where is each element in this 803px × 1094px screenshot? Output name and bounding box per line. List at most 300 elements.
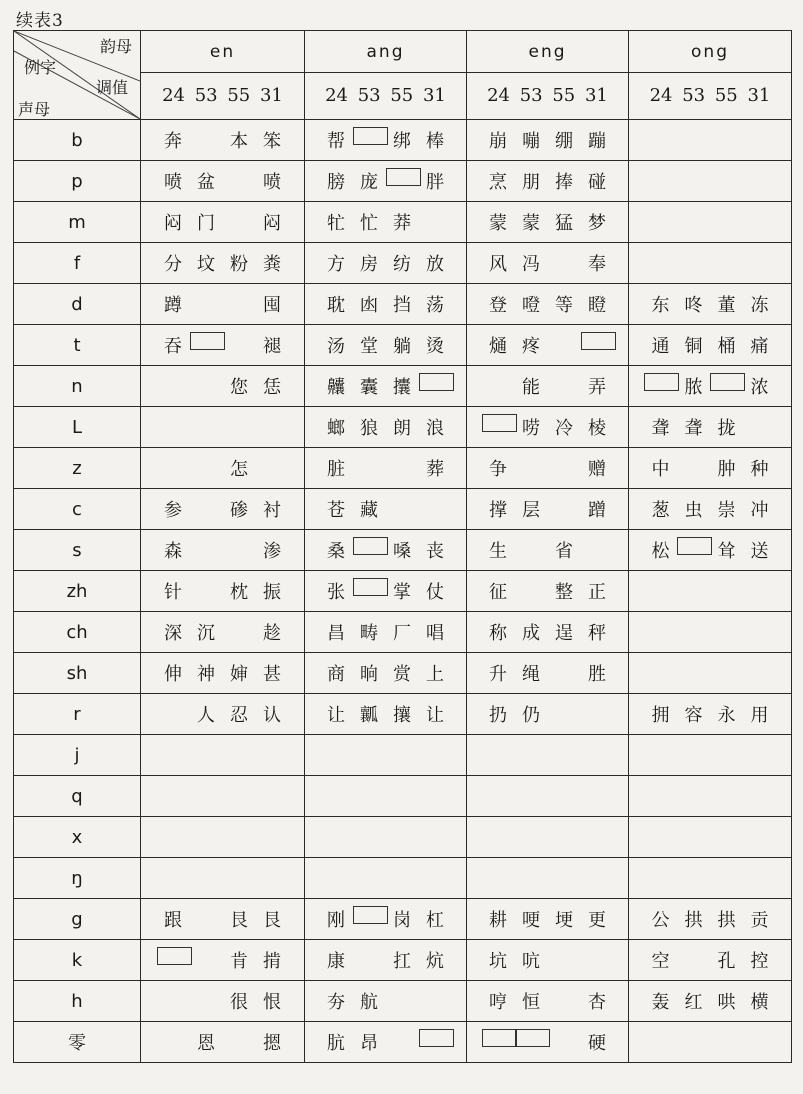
example-character: 囊 <box>360 377 378 398</box>
example-character: 蒙 <box>489 213 507 234</box>
example-character: 蒙 <box>522 213 540 234</box>
missing-character-box <box>710 373 743 399</box>
syllable-cell-ang <box>305 571 467 612</box>
example-character: 仍 <box>522 705 540 726</box>
example-character: 孔 <box>717 951 736 972</box>
example-character: 赏 <box>393 664 411 685</box>
example-character: 拱 <box>717 910 736 931</box>
initial-cell: t <box>14 325 141 366</box>
syllable-cell-eng <box>467 448 629 489</box>
example-character: 凼 <box>360 295 378 316</box>
syllable-cell-ong <box>629 735 792 776</box>
example-character: 中 <box>651 459 670 480</box>
example-character <box>515 578 548 604</box>
example-character: 深 <box>164 623 182 644</box>
example-character <box>548 1029 581 1055</box>
initial-cell: r <box>14 694 141 735</box>
syllable-cell-ang <box>305 899 467 940</box>
example-character <box>515 455 548 481</box>
example-character: 让 <box>426 705 444 726</box>
example-character: 沉 <box>197 623 215 644</box>
syllable-cell-ang <box>305 858 467 899</box>
syllable-cell-en <box>141 940 305 981</box>
initial-cell: x <box>14 817 141 858</box>
example-character: 熥 <box>489 336 507 357</box>
syllable-cell-eng <box>467 407 629 448</box>
syllable-cell-en <box>141 243 305 284</box>
empty-box-icon <box>515 1029 550 1047</box>
empty-box-icon <box>644 373 679 391</box>
syllable-cell-ong <box>629 940 792 981</box>
empty-box-icon <box>353 578 388 596</box>
syllable-cell-ang <box>305 407 467 448</box>
example-character <box>743 414 776 440</box>
syllable-cell-ong <box>629 243 792 284</box>
example-character: 公 <box>651 910 670 931</box>
example-character: 猛 <box>555 213 573 234</box>
syllable-cell-ong <box>629 202 792 243</box>
syllable-cell-eng <box>467 284 629 325</box>
missing-character-box <box>515 1029 548 1055</box>
example-character: 炕 <box>426 951 444 972</box>
missing-character-box <box>419 1029 452 1055</box>
table-row <box>14 817 792 858</box>
example-character: 省 <box>555 541 573 562</box>
example-character: 聋 <box>684 418 703 439</box>
missing-character-box <box>482 1029 515 1055</box>
example-character: 冲 <box>750 500 769 521</box>
initial-cell: ŋ <box>14 858 141 899</box>
example-character: 笨 <box>263 131 281 152</box>
syllable-cell-ong <box>629 981 792 1022</box>
example-character: 膀 <box>327 172 345 193</box>
syllable-cell-ong <box>629 858 792 899</box>
example-character: 撑 <box>489 500 507 521</box>
example-character: 桑 <box>327 541 345 562</box>
initial-cell: s <box>14 530 141 571</box>
syllable-cell-eng <box>467 202 629 243</box>
example-character: 烫 <box>426 336 444 357</box>
initial-cell: sh <box>14 653 141 694</box>
syllable-cell-eng <box>467 325 629 366</box>
example-character: 葱 <box>651 500 670 521</box>
initial-cell: n <box>14 366 141 407</box>
syllable-cell-eng <box>467 858 629 899</box>
syllable-cell-en <box>141 202 305 243</box>
example-character: 蹦 <box>588 131 606 152</box>
header-corner-cell <box>14 31 141 120</box>
final-header-ang <box>305 31 467 120</box>
example-character <box>677 947 710 973</box>
example-character <box>548 373 581 399</box>
initial-cell: h <box>14 981 141 1022</box>
syllable-cell-ong <box>629 899 792 940</box>
example-character <box>190 537 223 563</box>
example-character: 纺 <box>393 254 411 275</box>
example-character: 控 <box>750 951 769 972</box>
syllable-cell-en <box>141 981 305 1022</box>
example-character <box>419 209 452 235</box>
syllable-cell-eng <box>467 940 629 981</box>
example-character: 送 <box>750 541 769 562</box>
syllable-cell-ang <box>305 202 467 243</box>
example-character: 贡 <box>750 910 769 931</box>
example-character <box>157 701 190 727</box>
missing-character-box <box>386 168 419 194</box>
example-character: 空 <box>651 951 670 972</box>
syllable-cell-ang <box>305 243 467 284</box>
example-character: 恁 <box>263 377 281 398</box>
empty-box-icon <box>353 906 388 924</box>
missing-character-box <box>157 947 190 973</box>
table-row <box>14 243 792 284</box>
initial-cell: j <box>14 735 141 776</box>
initial-cell: f <box>14 243 141 284</box>
syllable-cell-ang <box>305 284 467 325</box>
example-character <box>223 1029 256 1055</box>
example-character: 胜 <box>588 664 606 685</box>
example-character: 认 <box>263 705 281 726</box>
example-character: 杠 <box>426 910 444 931</box>
table-row <box>14 735 792 776</box>
example-character <box>548 332 581 358</box>
example-character: 扛 <box>393 951 411 972</box>
example-character <box>157 988 190 1014</box>
example-character: 朗 <box>393 418 411 439</box>
example-character: 艮 <box>230 910 248 931</box>
example-character: 整 <box>555 582 573 603</box>
example-character <box>223 537 256 563</box>
example-character: 艮 <box>263 910 281 931</box>
example-character: 哽 <box>522 910 540 931</box>
table-row <box>14 981 792 1022</box>
table-row <box>14 202 792 243</box>
syllable-cell-en <box>141 366 305 407</box>
example-character: 风 <box>489 254 507 275</box>
example-character: 门 <box>197 213 215 234</box>
syllable-cell-en <box>141 571 305 612</box>
example-character <box>515 537 548 563</box>
missing-character-box <box>419 373 452 399</box>
example-character: 嘣 <box>522 131 540 152</box>
empty-box-icon <box>190 332 225 350</box>
example-character: 横 <box>750 992 769 1013</box>
syllable-cell-eng <box>467 694 629 735</box>
initial-cell: g <box>14 899 141 940</box>
example-character: 攘 <box>393 705 411 726</box>
example-character: 趁 <box>263 623 281 644</box>
corner-label-examples: 例字 <box>24 58 57 77</box>
syllable-cell-en <box>141 735 305 776</box>
initial-cell: zh <box>14 571 141 612</box>
example-character: 碰 <box>588 172 606 193</box>
example-character <box>386 496 419 522</box>
syllable-cell-ang <box>305 489 467 530</box>
example-character: 奔 <box>164 131 182 152</box>
example-character: 朋 <box>522 172 540 193</box>
example-character: 岗 <box>393 910 411 931</box>
example-character: 狼 <box>360 418 378 439</box>
syllable-cell-ong <box>629 407 792 448</box>
example-character <box>581 701 614 727</box>
example-character: 您 <box>230 377 248 398</box>
syllable-cell-en <box>141 530 305 571</box>
example-character <box>223 209 256 235</box>
example-character: 通 <box>651 336 670 357</box>
final-name: en <box>141 32 304 73</box>
example-character: 埂 <box>555 910 573 931</box>
syllable-cell-eng <box>467 612 629 653</box>
example-character: 汤 <box>327 336 345 357</box>
example-character: 苍 <box>327 500 345 521</box>
table-row <box>14 694 792 735</box>
example-character: 忙 <box>360 213 378 234</box>
example-character: 葬 <box>426 459 444 480</box>
syllable-cell-eng <box>467 571 629 612</box>
syllable-cell-ong <box>629 694 792 735</box>
syllable-cell-ong <box>629 120 792 161</box>
example-character: 冻 <box>750 295 769 316</box>
example-character: 张 <box>327 582 345 603</box>
syllable-cell-ong <box>629 161 792 202</box>
example-character: 更 <box>588 910 606 931</box>
syllable-cell-en <box>141 325 305 366</box>
syllable-cell-ong <box>629 653 792 694</box>
example-character: 虫 <box>684 500 703 521</box>
syllable-cell-en <box>141 161 305 202</box>
example-character: 等 <box>555 295 573 316</box>
table-row <box>14 858 792 899</box>
example-character: 躺 <box>393 336 411 357</box>
example-character: 轰 <box>651 992 670 1013</box>
final-header-en <box>141 31 305 120</box>
table-row <box>14 530 792 571</box>
table-row <box>14 776 792 817</box>
missing-character-box <box>353 537 386 563</box>
corner-label-tone-values: 调值 <box>96 78 129 97</box>
table-caption: 续表3 <box>16 11 64 31</box>
syllable-table <box>13 30 792 1063</box>
example-character: 成 <box>522 623 540 644</box>
example-character: 恩 <box>197 1033 215 1054</box>
empty-box-icon <box>581 332 616 350</box>
empty-box-icon <box>353 537 388 555</box>
syllable-cell-eng <box>467 489 629 530</box>
missing-character-box <box>190 332 223 358</box>
syllable-cell-en <box>141 653 305 694</box>
example-character: 痛 <box>750 336 769 357</box>
example-character: 绑 <box>393 131 411 152</box>
example-character: 闷 <box>164 213 182 234</box>
syllable-cell-ang <box>305 940 467 981</box>
example-character <box>548 947 581 973</box>
example-character: 种 <box>750 459 769 480</box>
syllable-cell-en <box>141 448 305 489</box>
example-character: 碜 <box>230 500 248 521</box>
example-character: 铜 <box>684 336 703 357</box>
example-character: 哄 <box>717 992 736 1013</box>
example-character: 脏 <box>327 459 345 480</box>
example-character: 航 <box>360 992 378 1013</box>
corner-label-initials: 声母 <box>18 100 51 119</box>
initial-cell: k <box>14 940 141 981</box>
example-character: 梦 <box>588 213 606 234</box>
final-name: ang <box>305 32 466 73</box>
example-character <box>419 496 452 522</box>
example-character: 庞 <box>360 172 378 193</box>
table-row <box>14 284 792 325</box>
table-row <box>14 120 792 161</box>
tone-values: 24 53 55 31 <box>649 85 771 106</box>
example-character: 恒 <box>522 992 540 1013</box>
empty-box-icon <box>157 947 192 965</box>
syllable-cell-ang <box>305 120 467 161</box>
example-character: 绳 <box>522 664 540 685</box>
example-character: 恨 <box>263 992 281 1013</box>
example-character: 拱 <box>684 910 703 931</box>
syllable-cell-ong <box>629 530 792 571</box>
example-character <box>190 578 223 604</box>
table-row <box>14 325 792 366</box>
example-character: 厂 <box>393 623 411 644</box>
example-character: 齉 <box>327 377 345 398</box>
example-character: 蹲 <box>164 295 182 316</box>
syllable-cell-eng <box>467 653 629 694</box>
example-character: 烹 <box>489 172 507 193</box>
example-character <box>190 291 223 317</box>
example-character <box>223 332 256 358</box>
example-character: 升 <box>489 664 507 685</box>
syllable-cell-ang <box>305 653 467 694</box>
example-character: 耸 <box>717 541 736 562</box>
missing-character-box <box>353 127 386 153</box>
example-character: 粪 <box>263 254 281 275</box>
example-character: 康 <box>327 951 345 972</box>
example-character: 弄 <box>588 377 606 398</box>
syllable-cell-en <box>141 612 305 653</box>
tone-values: 24 53 55 31 <box>325 85 446 106</box>
example-character: 杏 <box>588 992 606 1013</box>
example-character: 松 <box>651 541 670 562</box>
example-character: 能 <box>522 377 540 398</box>
example-character <box>548 496 581 522</box>
missing-character-box <box>353 906 386 932</box>
example-character <box>548 455 581 481</box>
example-character: 蹭 <box>588 500 606 521</box>
syllable-cell-ang <box>305 161 467 202</box>
example-character <box>419 988 452 1014</box>
example-character: 堂 <box>360 336 378 357</box>
example-character: 耽 <box>327 295 345 316</box>
syllable-cell-en <box>141 120 305 161</box>
table-row <box>14 571 792 612</box>
final-name: eng <box>467 32 628 73</box>
example-character: 崩 <box>489 131 507 152</box>
syllable-cell-ang <box>305 981 467 1022</box>
example-character: 仗 <box>426 582 444 603</box>
syllable-cell-eng <box>467 981 629 1022</box>
example-character: 怎 <box>230 459 248 480</box>
syllable-cell-ong <box>629 1022 792 1063</box>
example-character: 甚 <box>263 664 281 685</box>
example-character: 帮 <box>327 131 345 152</box>
example-character: 神 <box>197 664 215 685</box>
example-character: 董 <box>717 295 736 316</box>
example-character: 崇 <box>717 500 736 521</box>
example-character: 浪 <box>426 418 444 439</box>
example-character: 本 <box>230 131 248 152</box>
example-character: 刚 <box>327 910 345 931</box>
syllable-cell-ong <box>629 612 792 653</box>
example-character: 容 <box>684 705 703 726</box>
example-character: 嗓 <box>393 541 411 562</box>
empty-box-icon <box>419 373 454 391</box>
example-character: 晌 <box>360 664 378 685</box>
tone-values: 24 53 55 31 <box>162 85 283 106</box>
example-character <box>548 701 581 727</box>
example-character: 赠 <box>588 459 606 480</box>
syllable-cell-ang <box>305 612 467 653</box>
example-character: 攮 <box>393 377 411 398</box>
empty-box-icon <box>710 373 745 391</box>
example-character: 层 <box>522 500 540 521</box>
table-row <box>14 366 792 407</box>
example-character: 瓤 <box>360 705 378 726</box>
example-character: 振 <box>263 582 281 603</box>
syllable-cell-ang <box>305 448 467 489</box>
example-character: 棒 <box>426 131 444 152</box>
syllable-cell-ang <box>305 817 467 858</box>
syllable-cell-en <box>141 489 305 530</box>
initial-cell: L <box>14 407 141 448</box>
final-header-eng <box>467 31 629 120</box>
missing-character-box <box>644 373 677 399</box>
example-character: 掌 <box>393 582 411 603</box>
example-character <box>548 250 581 276</box>
syllable-cell-ong <box>629 448 792 489</box>
initial-cell: ch <box>14 612 141 653</box>
example-character: 秤 <box>588 623 606 644</box>
syllable-cell-eng <box>467 817 629 858</box>
missing-character-box <box>482 414 515 440</box>
table-row <box>14 653 792 694</box>
example-character: 摁 <box>263 1033 281 1054</box>
syllable-cell-ong <box>629 571 792 612</box>
syllable-cell-en <box>141 858 305 899</box>
empty-box-icon <box>419 1029 454 1047</box>
example-character: 丧 <box>426 541 444 562</box>
initial-cell: p <box>14 161 141 202</box>
table-row <box>14 899 792 940</box>
empty-box-icon <box>482 1029 517 1047</box>
syllable-cell-ong <box>629 366 792 407</box>
example-character: 掯 <box>263 951 281 972</box>
example-character: 莽 <box>393 213 411 234</box>
example-character <box>223 619 256 645</box>
syllable-cell-eng <box>467 776 629 817</box>
initial-cell: q <box>14 776 141 817</box>
example-character: 称 <box>489 623 507 644</box>
example-character: 针 <box>164 582 182 603</box>
syllable-cell-eng <box>467 735 629 776</box>
example-character: 疼 <box>522 336 540 357</box>
example-character: 脓 <box>684 377 703 398</box>
example-character: 耕 <box>489 910 507 931</box>
example-character <box>581 947 614 973</box>
example-character: 冯 <box>522 254 540 275</box>
example-character: 囤 <box>263 295 281 316</box>
syllable-cell-ang <box>305 776 467 817</box>
